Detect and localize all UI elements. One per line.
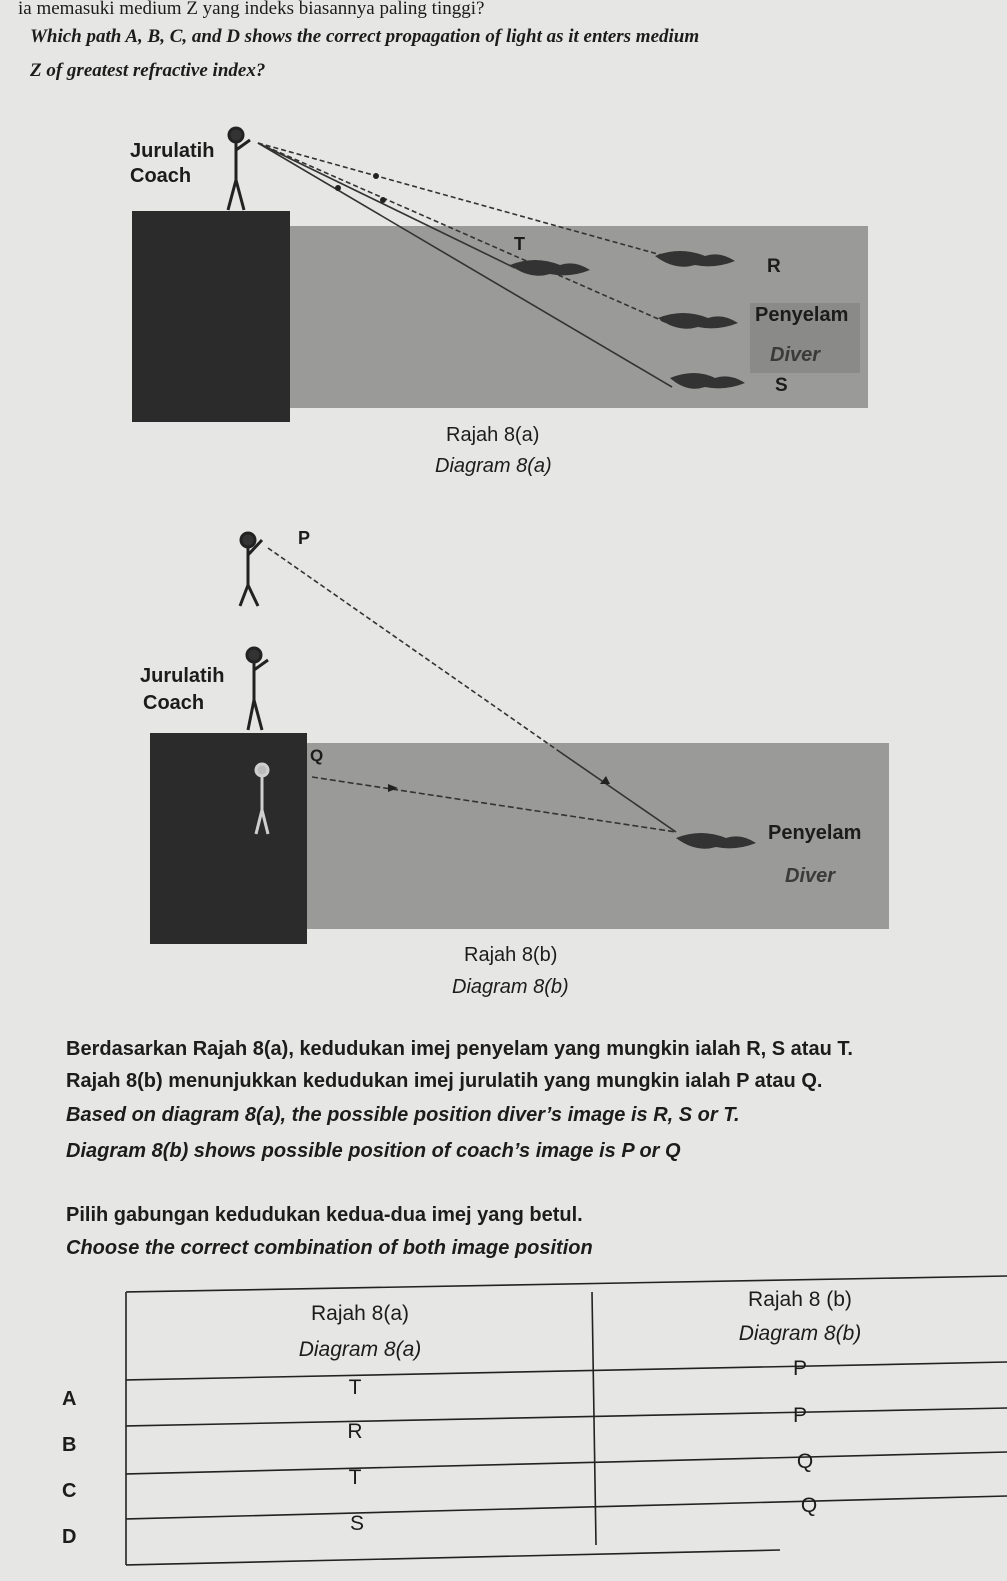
- table-cell-c-diagram-a: T: [348, 1466, 362, 1489]
- coach-label-malay-b: Jurulatih: [140, 665, 225, 687]
- instruction-english: Choose the correct combination of both image position: [66, 1237, 593, 1259]
- option-letter-c: C: [62, 1480, 77, 1502]
- table-cell-b-diagram-a: R: [347, 1420, 363, 1443]
- coach-figure-b: [247, 648, 268, 730]
- image-label-p: P: [298, 528, 311, 548]
- option-letter-a: A: [62, 1388, 77, 1410]
- table-header-col1-malay: Rajah 8(a): [310, 1302, 410, 1325]
- coach-label-malay-a: Jurulatih: [130, 140, 215, 162]
- table-cell-a-diagram-b: P: [792, 1357, 807, 1380]
- option-letter-d: D: [62, 1526, 77, 1548]
- statement-malay-2: Rajah 8(b) menunjukkan kedudukan imej jurulatih yang mungkin ialah P atau Q.: [66, 1070, 823, 1092]
- table-cell-d-diagram-b: Q: [800, 1494, 818, 1517]
- image-label-s: S: [775, 375, 788, 396]
- diagram-a: [132, 128, 868, 422]
- diagram-b: [150, 533, 889, 944]
- question-line-english-2: Z of greatest refractive index?: [30, 60, 266, 81]
- caption-malay-b: Rajah 8(b): [464, 944, 558, 966]
- diver-label-en-b: Diver: [785, 865, 836, 887]
- statement-malay-1: Berdasarkan Rajah 8(a), kedudukan imej penyelam yang mungkin ialah R, S atau T.: [66, 1038, 853, 1060]
- caption-en-b: Diagram 8(b): [452, 976, 569, 998]
- question-line-malay: ia memasuki medium Z yang indeks biasannya paling tinggi?: [18, 0, 485, 19]
- coach-label-en-a: Coach: [130, 165, 192, 187]
- statement-english-2: Diagram 8(b) shows possible position of coach’s image is P or Q: [66, 1140, 681, 1162]
- diver-label-malay-b: Penyelam: [768, 822, 862, 844]
- cliff-a: [132, 211, 290, 422]
- table-cell-d-diagram-a: S: [349, 1512, 364, 1535]
- ray-arrows-a: [335, 173, 386, 203]
- table-cell-b-diagram-b: P: [792, 1404, 807, 1427]
- option-letter-b: B: [62, 1434, 77, 1456]
- caption-malay-a: Rajah 8(a): [446, 424, 540, 446]
- image-label-q: Q: [310, 746, 324, 765]
- coach-label-en-b: Coach: [143, 692, 205, 714]
- table-cell-a-diagram-a: T: [348, 1376, 362, 1399]
- diver-label-en-a: Diver: [770, 344, 821, 366]
- table-header-col1-en: Diagram 8(a): [298, 1338, 422, 1361]
- table-header-col2-en: Diagram 8(b): [738, 1322, 862, 1345]
- image-p-figure: [240, 533, 262, 606]
- table-header-col2-malay: Rajah 8 (b): [748, 1288, 852, 1311]
- instruction-malay: Pilih gabungan kedudukan kedua-dua imej yang betul.: [66, 1204, 583, 1226]
- cliff-b: [150, 733, 307, 944]
- image-label-r: R: [767, 256, 781, 277]
- image-label-t: T: [514, 234, 525, 254]
- statement-english-1: Based on diagram 8(a), the possible position diver’s image is R, S or T.: [66, 1104, 740, 1126]
- caption-en-a: Diagram 8(a): [435, 455, 552, 477]
- table-cell-c-diagram-b: Q: [796, 1450, 814, 1473]
- question-line-english-1: Which path A, B, C, and D shows the correct propagation of light as it enters medium: [30, 26, 700, 47]
- coach-figure-a: [228, 128, 250, 210]
- diver-label-malay-a: Penyelam: [755, 304, 849, 326]
